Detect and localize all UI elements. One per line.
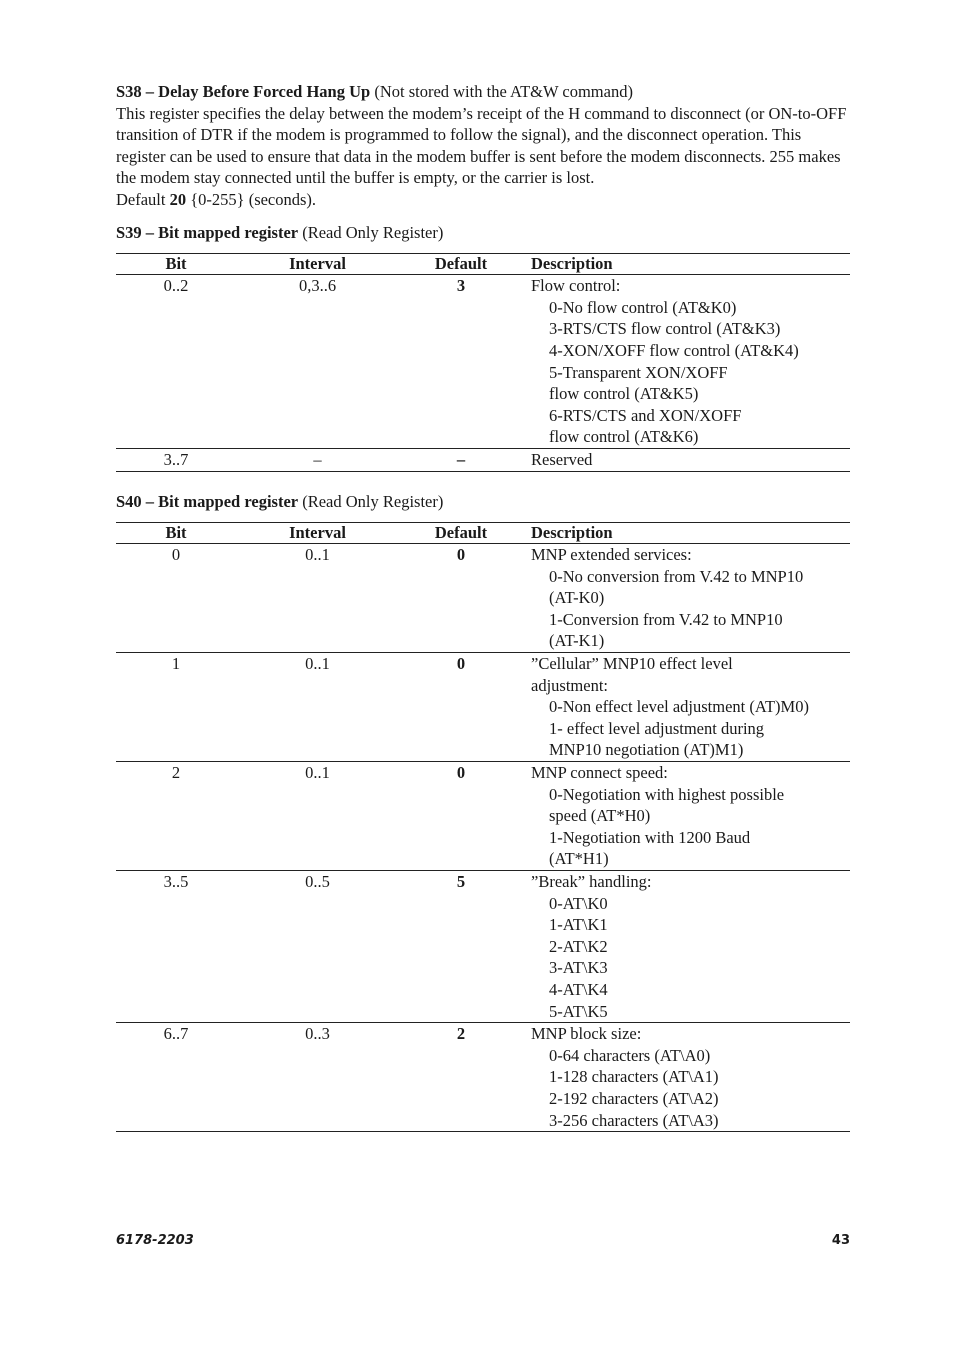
s38-body (116, 103, 850, 211)
cell-default: 0 (456, 763, 466, 783)
description-option: 1-128 characters (AT\A1) (549, 1067, 719, 1087)
description-option: 3-256 characters (AT\A3) (549, 1110, 719, 1130)
cell-bit: 1 (171, 654, 181, 674)
description-lead: MNP connect speed: (531, 763, 668, 783)
s38-default-value: 20 (169, 189, 187, 209)
cell-bit: 0..2 (163, 276, 189, 296)
table-row (116, 544, 850, 653)
cell-description (523, 653, 850, 762)
description-option: 4-AT\K4 (549, 979, 608, 999)
description-option: 1-Negotiation with 1200 Baud (549, 827, 751, 847)
description-option: (AT-K0) (549, 588, 605, 608)
col-interval: Interval (289, 254, 346, 274)
table-row (116, 653, 850, 762)
cell-bit: 6..7 (163, 1024, 189, 1044)
cell-default: 3 (456, 276, 466, 296)
cell-description (523, 275, 850, 449)
description-option: 1-AT\K1 (549, 915, 608, 935)
s40-table (116, 522, 850, 1132)
page-number: 43 (831, 1233, 850, 1248)
table-row (116, 448, 850, 471)
s39-subtitle: (Read Only Register) (298, 222, 444, 242)
cell-default: 5 (456, 872, 466, 891)
cell-bit: 3..7 (163, 449, 189, 469)
description-option: 0-No conversion from V.42 to MNP10 (549, 566, 804, 586)
description-option: 4-XON/XOFF flow control (AT&K4) (549, 340, 799, 360)
table-row (116, 275, 850, 449)
cell-default: 2 (456, 1024, 466, 1044)
table-row (116, 1023, 850, 1132)
page-content (116, 81, 850, 1132)
description-option: 6-RTS/CTS and XON/XOFF (549, 405, 742, 425)
table-row (116, 762, 850, 871)
s40-subtitle: (Read Only Register) (298, 491, 444, 511)
description-option: 0-No flow control (AT&K0) (549, 297, 737, 317)
description-option: 5-AT\K5 (549, 1001, 608, 1021)
s39-table (116, 253, 850, 471)
col-description: Description (531, 254, 613, 274)
description-lead: ”Break” handling: (531, 872, 652, 891)
description-lead: ”Cellular” MNP10 effect level (531, 654, 733, 674)
s39-header-row (116, 254, 850, 275)
s40-heading (116, 491, 850, 513)
description-option: (AT*H1) (549, 849, 609, 869)
s40-header-row (116, 523, 850, 544)
s38-body-text: This register specifies the delay between the modem’s receipt of the H command to disconnect (or ON-to-OFF transition of DTR if the modem is programmed to follow the signal), and the disconnect operation. This register can be used to ensure that data in the modem buffer is sent before the modem disconnects. 255 makes the modem stay connected until the buffer is empty, or the carrier is lost. (116, 103, 847, 188)
cell-interval: 0..5 (305, 872, 330, 891)
description-lead: adjustment: (531, 675, 608, 695)
col-default: Default (434, 254, 488, 274)
cell-default: – (456, 449, 466, 469)
description-option: MNP10 negotiation (AT)M1) (549, 740, 744, 760)
description-option: 1- effect level adjustment during (549, 718, 765, 738)
cell-interval: 0..3 (305, 1024, 330, 1044)
description-option: 0-AT\K0 (549, 893, 608, 913)
col-bit: Bit (165, 523, 187, 543)
description-lead: MNP extended services: (531, 545, 692, 565)
description-option: (AT-K1) (549, 631, 605, 651)
s39-table-body (116, 275, 850, 471)
s38-default-range: {0-255} (seconds). (186, 189, 317, 209)
description-option: 5-Transparent XON/XOFF (549, 362, 728, 382)
cell-description (523, 544, 850, 653)
description-option: speed (AT*H0) (549, 806, 651, 826)
description-option: 2-192 characters (AT\A2) (549, 1088, 719, 1108)
cell-bit: 2 (171, 763, 181, 783)
col-default: Default (434, 523, 488, 543)
description-lead: Flow control: (531, 276, 621, 296)
s38-heading (116, 81, 850, 103)
cell-interval: 0..1 (305, 654, 330, 674)
description-option: 1-Conversion from V.42 to MNP10 (549, 609, 783, 629)
cell-description (523, 762, 850, 871)
cell-bit: 3..5 (163, 872, 189, 891)
table-row (116, 871, 850, 1023)
cell-bit: 0 (171, 545, 181, 565)
description-option: 0-64 characters (AT\A0) (549, 1045, 711, 1065)
doc-number: 6178-2203 (116, 1233, 194, 1248)
s40-table-body (116, 544, 850, 1132)
description-option: 2-AT\K2 (549, 936, 608, 956)
description-option: 0-Negotiation with highest possible (549, 784, 785, 804)
s38-subtitle: (Not stored with the AT&W command) (370, 82, 633, 101)
description-option: 0-Non effect level adjustment (AT)M0) (549, 697, 809, 717)
cell-description (523, 1023, 850, 1132)
s39-title: S39 – Bit mapped register (116, 222, 299, 242)
description-option: 3-RTS/CTS flow control (AT&K3) (549, 319, 781, 339)
cell-description (523, 871, 850, 1023)
cell-default: 0 (456, 545, 466, 565)
s38-default-label: Default (116, 189, 170, 209)
cell-interval: – (313, 449, 322, 469)
description-option: flow control (AT&K5) (549, 384, 699, 404)
cell-default: 0 (456, 654, 466, 674)
s38-title: S38 – Delay Before Forced Hang Up (116, 82, 371, 101)
cell-description (523, 448, 850, 471)
description-option: flow control (AT&K6) (549, 427, 699, 447)
cell-interval: 0..1 (305, 545, 330, 565)
col-bit: Bit (165, 254, 187, 274)
cell-interval: 0..1 (305, 763, 330, 783)
description-option: 3-AT\K3 (549, 958, 608, 978)
description-lead: Reserved (531, 449, 593, 469)
s39-heading (116, 222, 850, 244)
description-lead: MNP block size: (531, 1024, 642, 1044)
s40-title: S40 – Bit mapped register (116, 491, 299, 511)
cell-interval: 0,3..6 (298, 276, 337, 296)
col-interval: Interval (289, 523, 346, 543)
col-description: Description (531, 523, 613, 543)
